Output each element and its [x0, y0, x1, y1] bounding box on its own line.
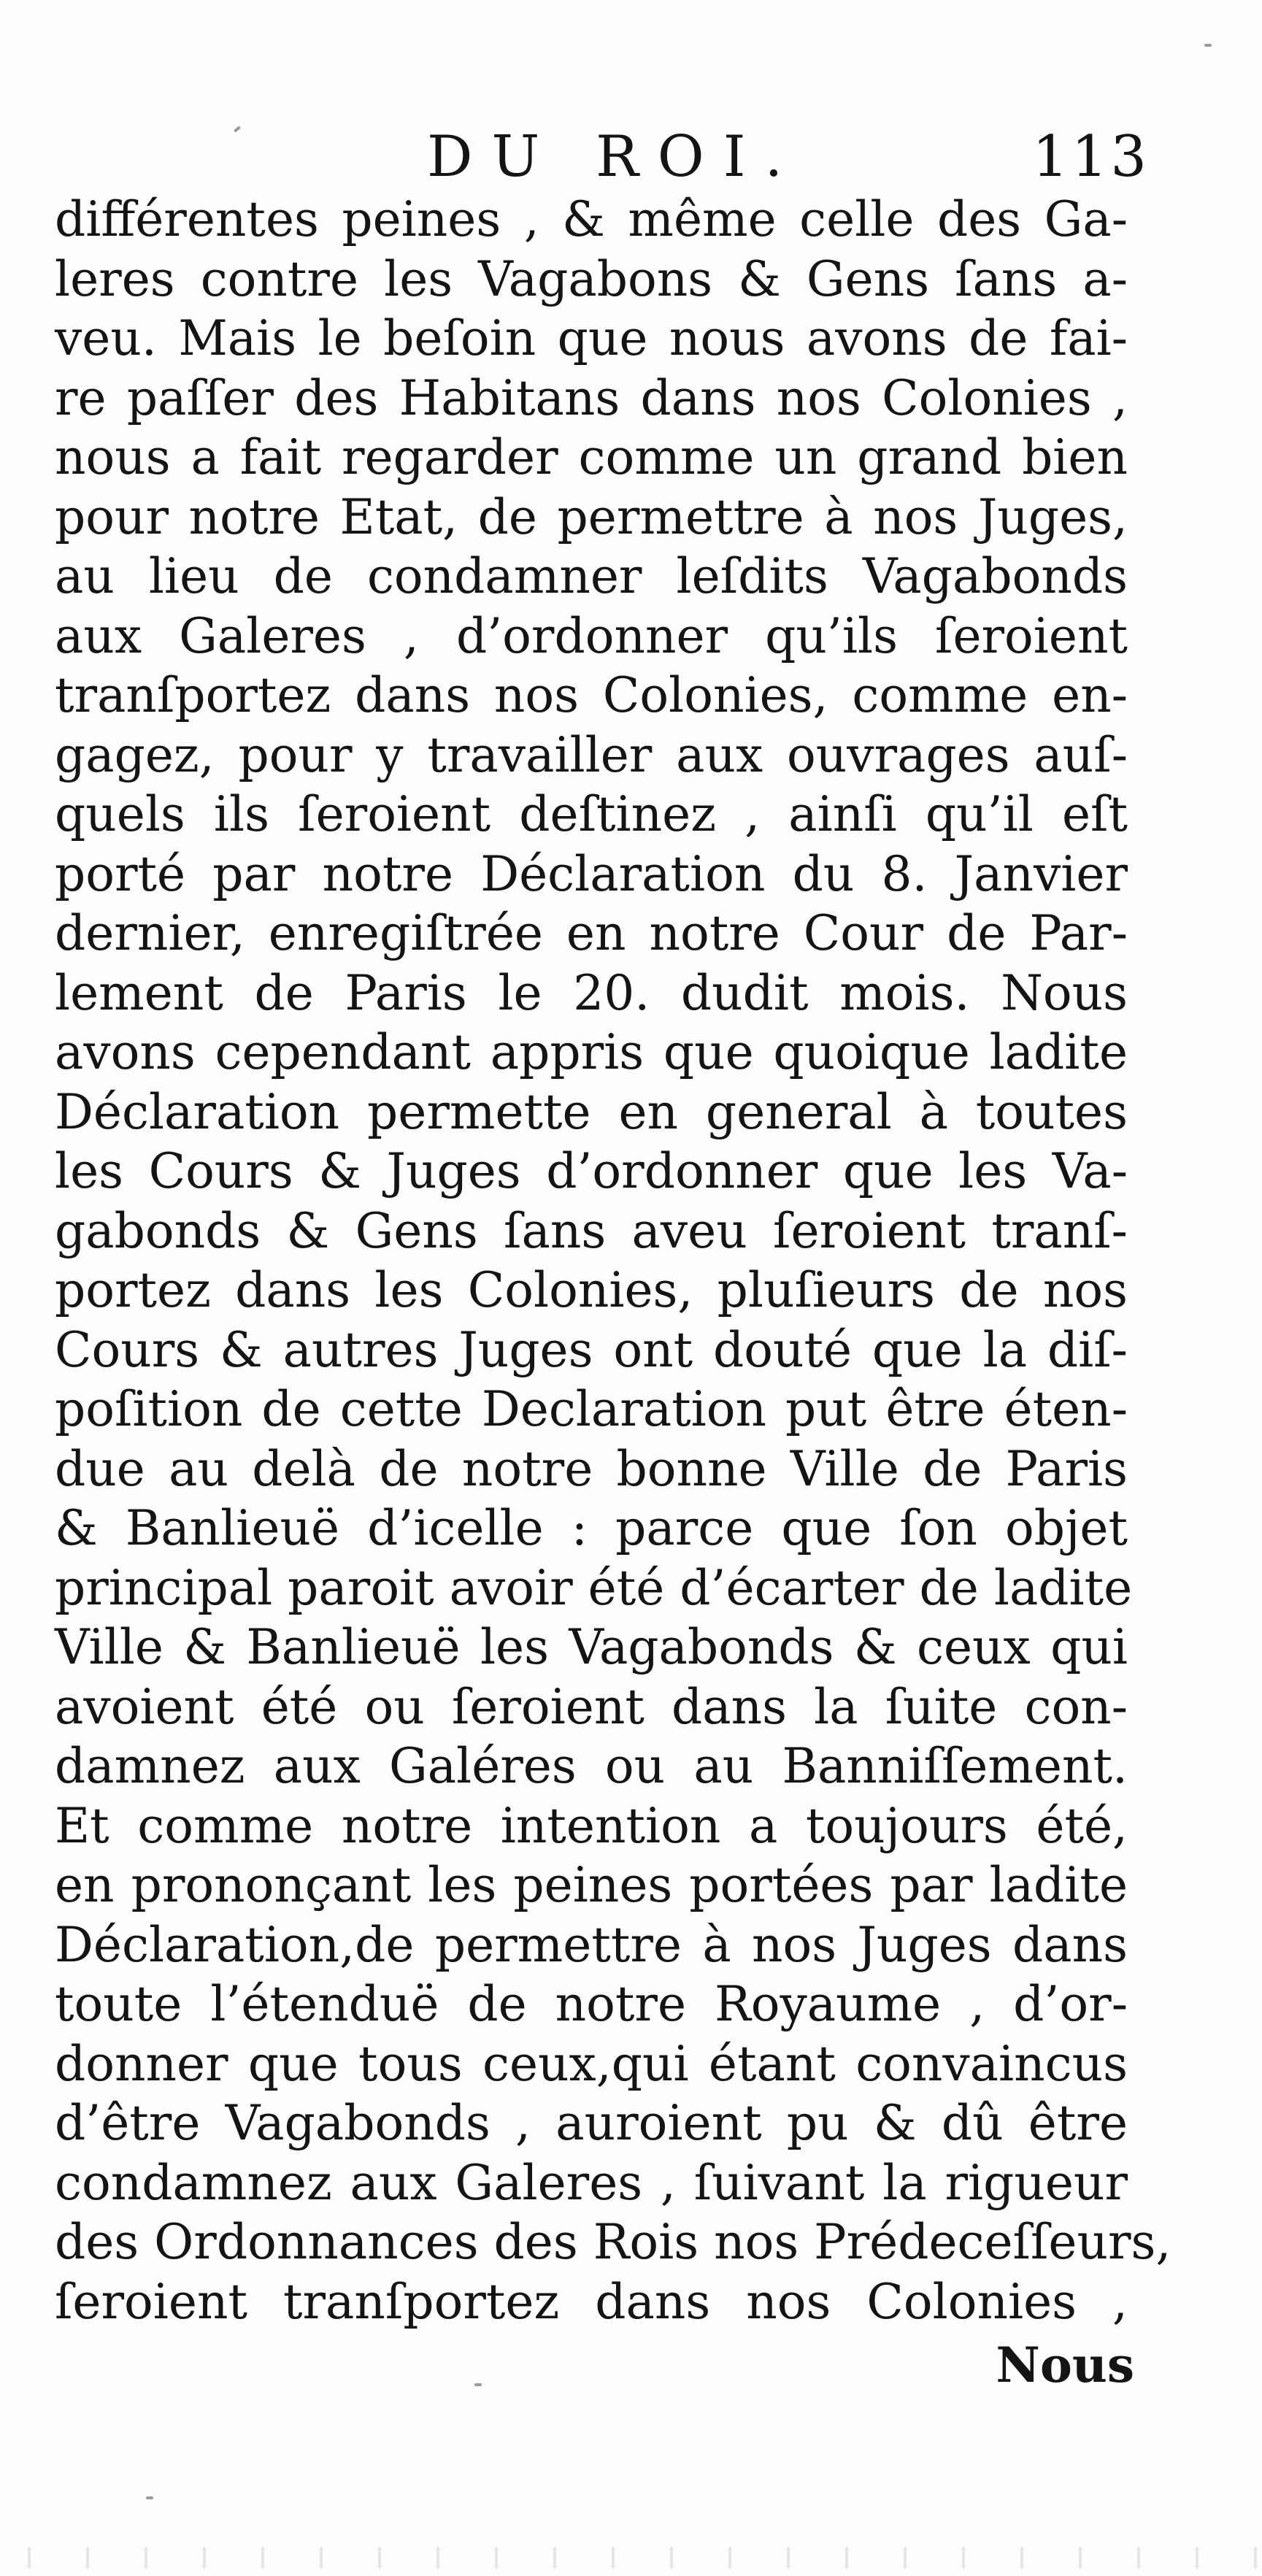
text-line: aux Galeres , d’ordonner qu’ils ſeroient [55, 607, 1128, 664]
text-line: condamnez aux Galeres , ſuivant la rigueur [55, 2154, 1128, 2211]
text-line: gagez, pour y travailler aux ouvrages auſ- [55, 726, 1128, 783]
page-edge-speckles [0, 2547, 1262, 2569]
page-number: 113 [1032, 124, 1150, 190]
text-line: portez dans les Colonies, pluſieurs de nos [55, 1262, 1128, 1318]
text-line: pour notre Etat, de permettre à nos Juges, [55, 488, 1128, 545]
text-line: nous a fait regarder comme un grand bien [55, 429, 1128, 485]
text-line: lement de Paris le 20. dudit mois. Nous [55, 964, 1128, 1021]
text-line: Et comme notre intention a toujours été, [55, 1797, 1128, 1854]
running-head: DU ROI. [427, 124, 802, 190]
text-line: avoient été ou ſeroient dans la ſuite con- [55, 1678, 1128, 1735]
text-line: d’être Vagabonds , auroient pu & dû être [55, 2095, 1128, 2151]
text-line: au lieu de condamner leſdits Vagabonds [55, 548, 1128, 604]
text-line: due au delà de notre bonne Ville de Paris [55, 1440, 1128, 1497]
ink-speck [474, 2383, 482, 2386]
text-line: Cours & autres Juges ont douté que la diſ- [55, 1321, 1128, 1378]
text-line: des Ordonnances des Rois nos Prédeceſſeurs, [55, 2214, 1171, 2270]
text-line: ſeroient tranſportez dans nos Colonies , [55, 2273, 1128, 2330]
text-line: gabonds & Gens ſans aveu ſeroient tranſ- [55, 1202, 1128, 1259]
text-line: damnez aux Galéres ou au Banniſſement. [55, 1738, 1128, 1794]
text-line: donner que tous ceux,qui étant convaincus [55, 2035, 1128, 2092]
text-line: tranſportez dans nos Colonies, comme en- [55, 667, 1128, 723]
text-line: principal paroit avoir été d’écarter de ladite [55, 1559, 1133, 1616]
page-header [55, 117, 1150, 197]
text-line: les Cours & Juges d’ordonner que les Va- [55, 1143, 1128, 1199]
text-line: porté par notre Déclaration du 8. Janvier [55, 845, 1128, 902]
text-line: différentes peines , & même celle des Ga- [55, 191, 1128, 247]
ink-speck [1204, 44, 1212, 47]
text-line: dernier, enregiſtrée en notre Cour de Par- [55, 905, 1128, 961]
text-line: & Banlieuë d’icelle : parce que ſon objet [55, 1500, 1128, 1556]
text-line: en prononçant les peines portées par ladite [55, 1857, 1128, 1913]
body-text [55, 190, 1171, 2331]
text-line: toute l’étenduë de notre Royaume , d’or- [55, 1976, 1128, 2032]
text-line: Ville & Banlieuë les Vagabonds & ceux qui [55, 1619, 1128, 1675]
text-line: Déclaration permette en general à toutes [55, 1083, 1128, 1140]
text-line: poſition de cette Declaration put être éten- [55, 1381, 1128, 1437]
text-line: avons cependant appris que quoique ladite [55, 1024, 1128, 1080]
text-line: veu. Mais le beſoin que nous avons de fai- [55, 310, 1128, 366]
text-line: leres contre les Vagabons & Gens ſans a- [55, 250, 1128, 307]
ink-speck [146, 2496, 153, 2499]
text-line: Déclaration,de permettre à nos Juges dans [55, 1916, 1128, 1973]
catchword: Nous [996, 2337, 1134, 2394]
text-line: quels ils ſeroient deſtinez , ainſi qu’il eſt [55, 786, 1128, 842]
text-line: re paſſer des Habitans dans nos Colonies , [55, 369, 1128, 426]
